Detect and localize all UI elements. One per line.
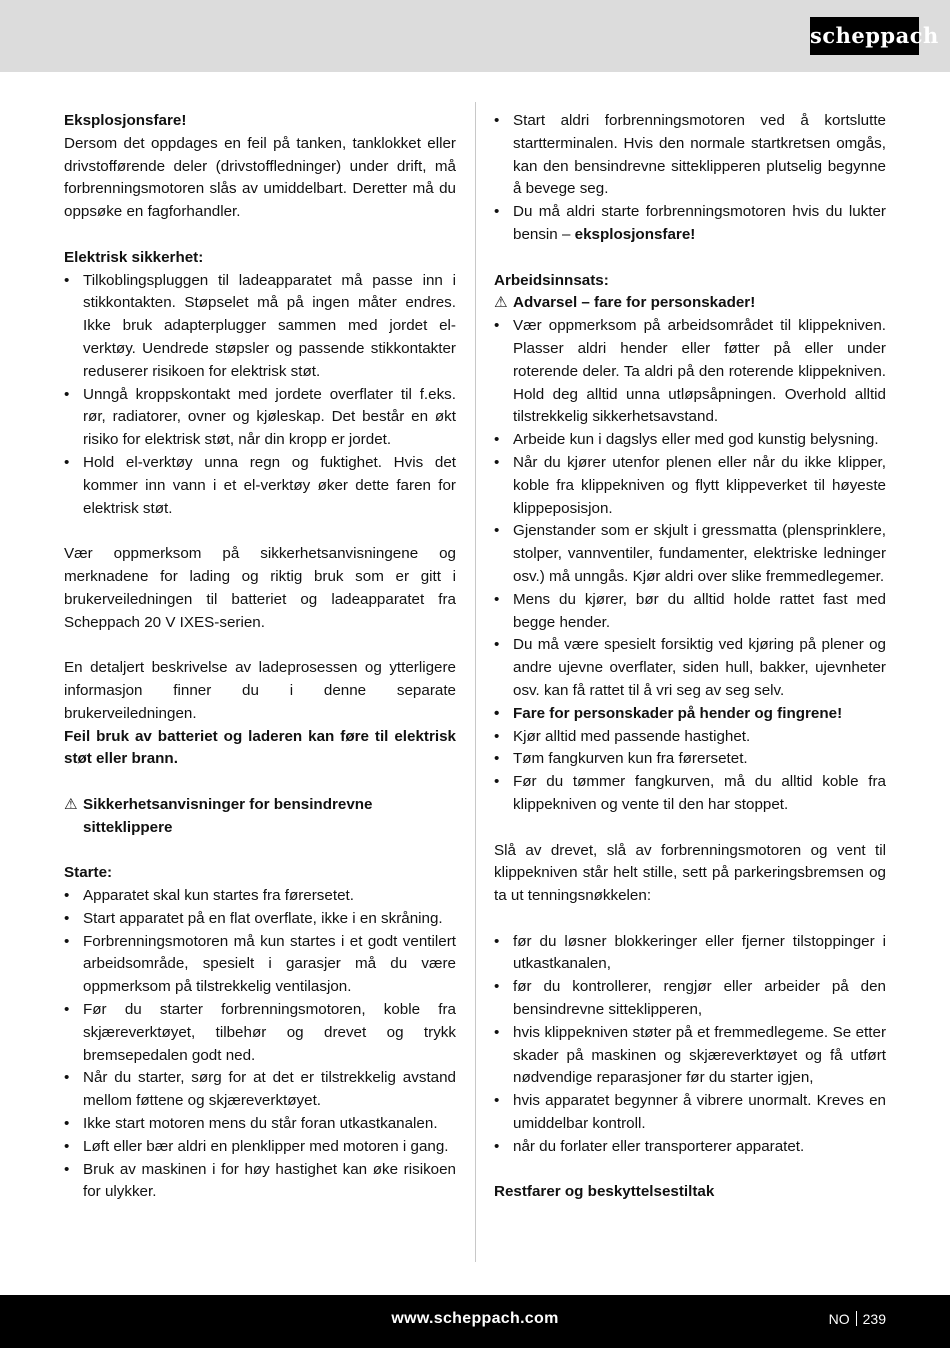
safety-instructions-heading xyxy=(64,794,456,840)
list-item: • Bruk av maskinen i for høy hastighet kan øke risikoen for ulykker. xyxy=(64,1159,456,1205)
misuse-warning: Feil bruk av batteriet og laderen kan føre til elektrisk støt eller brann. xyxy=(64,727,456,768)
residual-risks-heading: Restfarer og beskyttelsestiltak xyxy=(494,1183,715,1201)
language-code: NO xyxy=(828,1311,850,1327)
explosion-heading: Eksplosjonsfare! xyxy=(64,112,187,129)
stop-list xyxy=(494,931,886,1159)
list-item: • Før du starter forbrenningsmotoren, koble fra skjæreverktøyet, tilbehør og drevet og trykk bremsepedalen godt ned. xyxy=(64,999,456,1067)
work-list xyxy=(494,315,886,817)
work-warning xyxy=(494,292,886,315)
list-item: • Hold el-verktøy unna regn og fuktighet. Hvis det kommer inn vann i et el-verktøy øker dette faren for elektrisk støt. xyxy=(64,452,456,520)
fuel-item-bold: eksplosjonsfare! xyxy=(574,225,696,243)
electric-safety-heading: Elektrisk sikkerhet: xyxy=(64,248,204,266)
list-item: • Ikke start motoren mens du står foran utkastkanalen. xyxy=(64,1113,456,1136)
list-item xyxy=(494,201,886,247)
header-band xyxy=(0,0,950,72)
page-number: 239 xyxy=(862,1311,886,1327)
list-item: • før du løsner blokkeringer eller fjerner tilstoppinger i utkastkanalen, xyxy=(494,931,886,977)
list-item: • Før du tømmer fangkurven, må du alltid koble fra klippekniven og vente til den har stoppet. xyxy=(494,771,886,817)
warning-triangle-icon: ⚠ xyxy=(494,294,508,312)
footer-bar xyxy=(0,1295,950,1348)
description-paragraph: En detaljert beskrivelse av ladeprosessen og ytterligere informasjon finner du i denne separate brukerveiledningen. xyxy=(64,659,456,722)
list-item: • Når du starter, sørg for at det er tilstrekkelig avstand mellom føttene og skjæreverktøyet. xyxy=(64,1067,456,1113)
work-warning-text: Advarsel – fare for personskader! xyxy=(513,294,756,312)
list-item: • Når du kjører utenfor plenen eller når du ikke klipper, koble fra klippekniven og flytt klippeverket til høyeste klippeposisjon. xyxy=(494,452,886,520)
attention-paragraph: Vær oppmerksom på sikkerhetsanvisningene og merknadene for lading og riktig bruk som er gitt i brukerveiledningen til batteriet og ladeapparatet fra Scheppach 20 V IXES-serien. xyxy=(64,545,456,631)
list-item: • Unngå kroppskontakt med jordete overflater til f.eks. rør, radiatorer, ovner og kjøleskap. Det består en økt risiko for elektrisk støt, når din kropp er jordet. xyxy=(64,384,456,452)
right-column xyxy=(494,110,886,1204)
list-item: • Tilkoblingspluggen til ladeapparatet må passe inn i stikkontakten. Støpselet må på ingen måter endres. Ikke bruk adapterplugger sammen med jordet el-verktøy. Uendrede støpsler og passende stikkontakter reduserer risikoen for elektrisk støt. xyxy=(64,270,456,384)
list-item: • når du forlater eller transporterer apparatet. xyxy=(494,1136,886,1159)
safety-heading-text: Sikkerhetsanvisninger for bensindrevne sitteklippere xyxy=(83,795,373,836)
warning-triangle-icon: ⚠ xyxy=(64,795,78,813)
list-item: • Løft eller bær aldri en plenklipper med motoren i gang. xyxy=(64,1136,456,1159)
scheppach-logo: scheppach xyxy=(810,17,919,55)
start-list-continued xyxy=(494,110,886,247)
page-indicator xyxy=(829,1295,886,1343)
list-item: • Start apparatet på en flat overflate, ikke i en skråning. xyxy=(64,908,456,931)
page-separator xyxy=(856,1311,857,1326)
list-item: • Apparatet skal kun startes fra førersetet. xyxy=(64,885,456,908)
list-item: • Forbrenningsmotoren må kun startes i et godt ventilert arbeidsområde, spesielt i garasjer må du være oppmerksom på tilstrekkelig ventilasjon. xyxy=(64,931,456,999)
column-divider xyxy=(475,102,476,1262)
website-link[interactable]: www.scheppach.com xyxy=(391,1310,559,1327)
list-item: • hvis apparatet begynner å vibrere unormalt. Kreves en umiddelbar kontroll. xyxy=(494,1090,886,1136)
list-item: • hvis klippekniven støter på et fremmedlegeme. Se etter skader på maskinen og skjæreverktøyet og få utført nødvendige reparasjoner før du starter igjen, xyxy=(494,1022,886,1090)
list-item: • Du må være spesielt forsiktig ved kjøring på plener og andre ujevne overflater, siden hull, bakker, ujevnheter osv. kan få rattet til å vri seg av seg selv. xyxy=(494,634,886,702)
list-item: • Start aldri forbrenningsmotoren ved å kortslutte startterminalen. Hvis den normale startkretsen omgås, kan den bensindrevne sitteklipperen plutselig begynne å bevege seg. xyxy=(494,110,886,201)
fuel-item-text: Du må aldri starte forbrenningsmotoren hvis du lukter bensin – xyxy=(513,203,886,243)
list-item: • Tøm fangkurven kun fra førersetet. xyxy=(494,748,886,771)
list-item: • Vær oppmerksom på arbeidsområdet til klippekniven. Plasser aldri hender eller føtter på eller under roterende deler. Ta aldri på den roterende klippekniven. Hold deg alltid unna utløpsåpningen. Overhold alltid tilstrekkelig sikkerhetsavstand. xyxy=(494,315,886,429)
list-item: • Mens du kjører, bør du alltid holde rattet fast med begge hender. xyxy=(494,589,886,635)
list-item: • Kjør alltid med passende hastighet. xyxy=(494,726,886,749)
work-heading: Arbeidsinnsats: xyxy=(494,271,609,289)
stop-paragraph: Slå av drevet, slå av forbrenningsmotoren og vent til klippekniven står helt stille, sett på parkeringsbremsen og ta ut tenningsnøkkelen: xyxy=(494,841,886,905)
electric-safety-list xyxy=(64,270,456,521)
list-item: • før du kontrollerer, rengjør eller arbeider på den bensindrevne sitteklipperen, xyxy=(494,976,886,1022)
left-column xyxy=(64,110,456,1204)
list-item: • Arbeide kun i dagslys eller med god kunstig belysning. xyxy=(494,429,886,452)
explosion-paragraph: Dersom det oppdages en feil på tanken, tanklokket eller drivstofførende deler (drivstoffledninger) under drift, må forbrenningsmotoren slås av umiddelbart. Deretter må du oppsøke en fagforhandler. xyxy=(64,134,456,221)
list-item: • Gjenstander som er skjult i gressmatta (plensprinklere, stolper, vannventiler, fundamenter, elektriske ledninger osv.) må unngås. Kjør aldri over slike fremmedlegemer. xyxy=(494,520,886,588)
list-item: • Fare for personskader på hender og fingrene! xyxy=(494,703,886,726)
start-heading: Starte: xyxy=(64,864,113,882)
start-list xyxy=(64,885,456,1204)
